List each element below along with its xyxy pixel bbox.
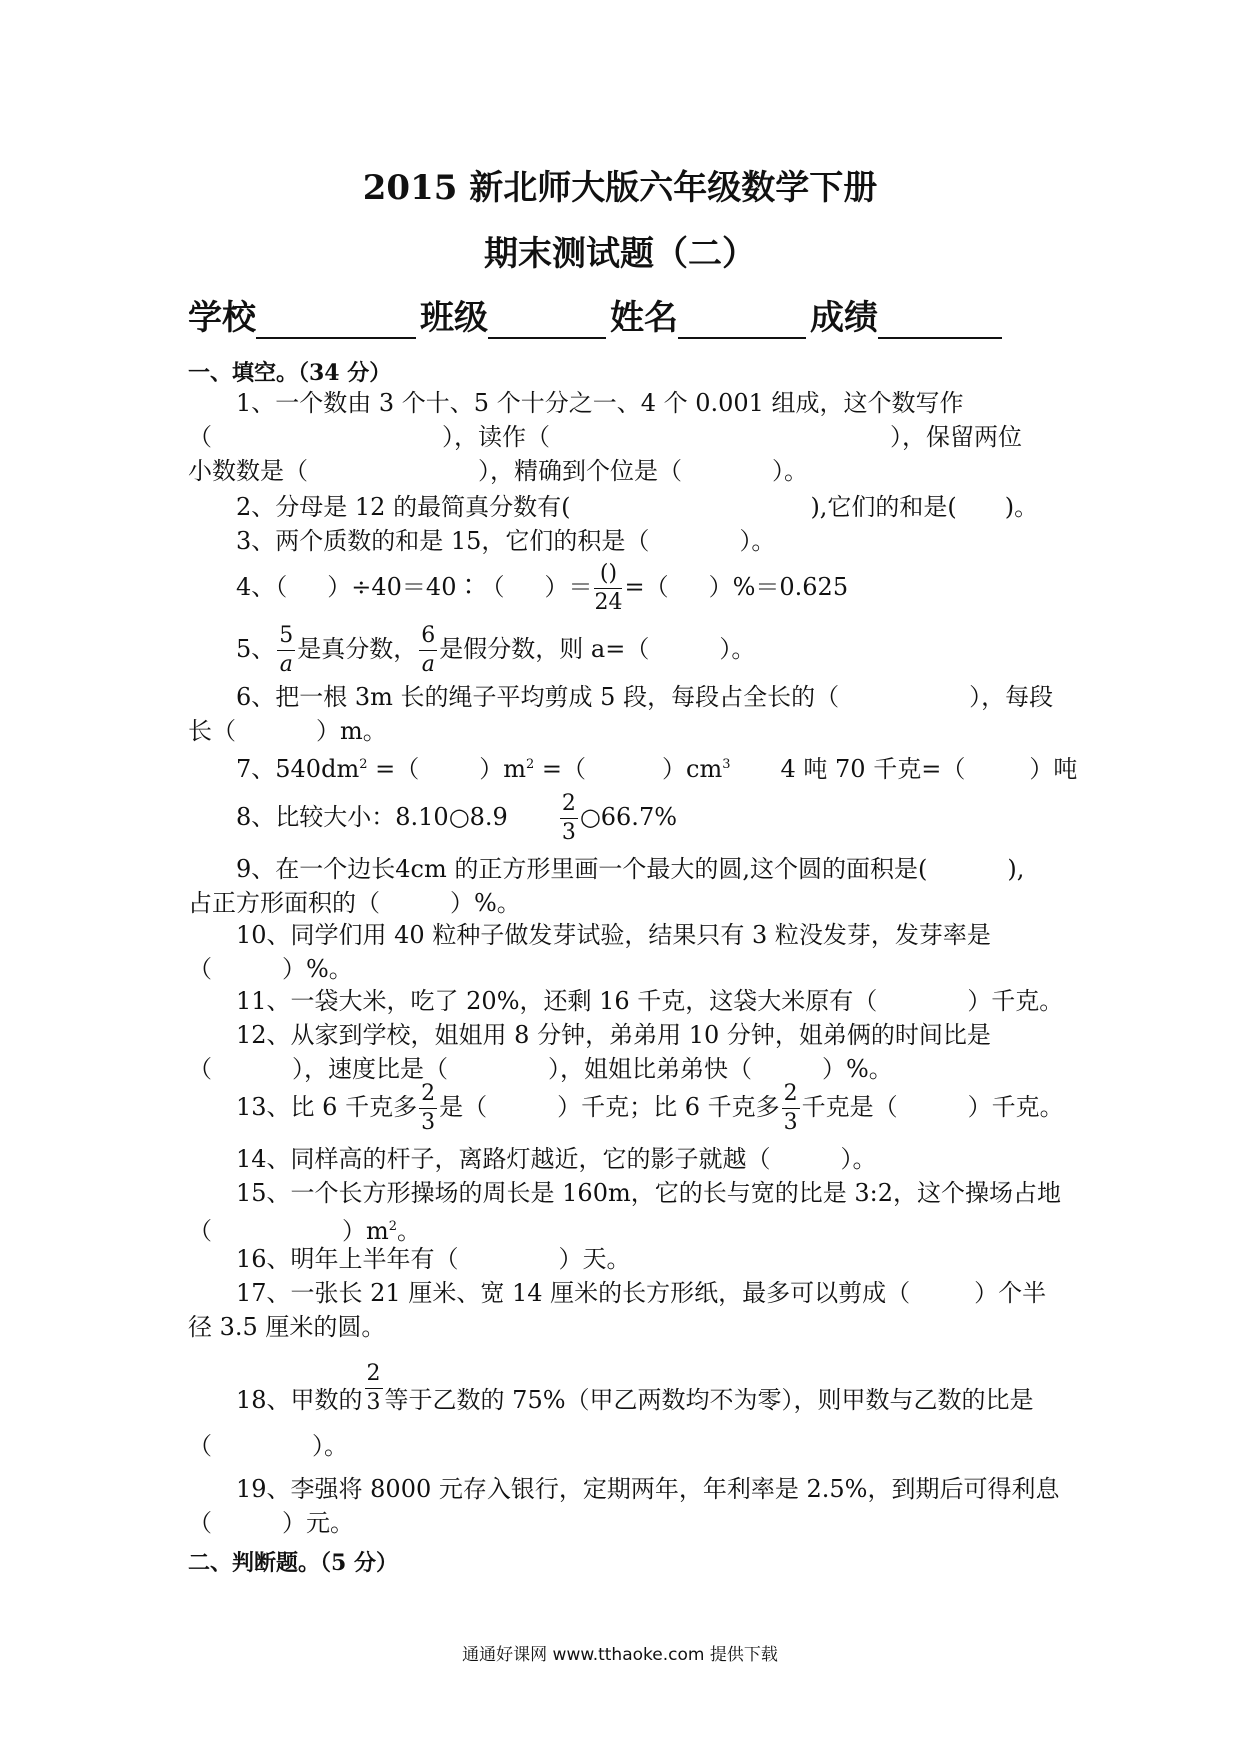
question-2: 2、分母是 12 的最简真分数有( ),它们的和是( )。 bbox=[236, 493, 1039, 521]
question-15: 15、一个长方形操场的周长是 160m，它的长与宽的比是 3:2，这个操场占地 （ ）$m^2$。 bbox=[188, 1179, 1061, 1245]
question-6: 6、把一根 3m 长的绳子平均剪成 5 段，每段占全长的（ ），每段 长（ ）m。 bbox=[188, 683, 1054, 745]
question-4: 4、（ ）÷40＝40∶（ ）＝ $\frac{()}{24}$ =（ ）%＝0.625 bbox=[236, 561, 849, 615]
name-blank[interactable] bbox=[678, 303, 806, 339]
question-9: 9、在一个边长4cm 的正方形里画一个最大的圆,这个圆的面积是( ), 占正方形面积的（ ）%。 bbox=[188, 855, 1025, 917]
q13-fraction-2: $\frac{2}{3}$ bbox=[783, 1081, 798, 1135]
question-11: 11、一袋大米，吃了 20%，还剩 16 千克，这袋大米原有（ ）千克。 bbox=[236, 987, 1064, 1015]
question-19: 19、李强将 8000 元存入银行，定期两年，年利率是 2.5%，到期后可得利息 （ ）元。 bbox=[188, 1475, 1060, 1537]
score-label: 成绩 bbox=[810, 298, 878, 338]
question-16: 16、明年上半年有（ ）天。 bbox=[236, 1245, 631, 1273]
question-12: 12、从家到学校，姐姐用 8 分钟，弟弟用 10 分钟，姐弟俩的时间比是 （ ），速度比是（ ），姐姐比弟弟快（ ）%。 bbox=[188, 1021, 991, 1083]
student-info-row bbox=[188, 290, 1006, 339]
class-blank[interactable] bbox=[488, 303, 606, 339]
section-2-title: 二、判断题。（5 分） bbox=[188, 1550, 398, 1576]
exam-title: 2015 新北师大版六年级数学下册 bbox=[362, 168, 878, 208]
footer-source: 通通好课网 www.tthaoke.com 提供下载 bbox=[462, 1645, 778, 1665]
q1-text: 1、一个数由 3 个十、5 个十分之一、4 个 0.001 组成，这个数写作 bbox=[236, 389, 964, 417]
question-8: 8、比较大小：8.10○8.9 $\frac{2}{3}$ ○66.7% bbox=[236, 791, 678, 845]
question-3: 3、两个质数的和是 15，它们的积是（ ）。 bbox=[236, 527, 776, 555]
name-label: 姓名 bbox=[610, 298, 678, 338]
question-14: 14、同样高的杆子，离路灯越近，它的影子就越（ ）。 bbox=[236, 1145, 877, 1173]
question-13: 13、比 6 千克多 $\frac{2}{3}$ 是（ ）千克；比 6 千克多 $\frac{2}{3}$ 千克是（ ）千克。 bbox=[236, 1081, 1064, 1135]
q13-fraction-1: $\frac{2}{3}$ bbox=[421, 1081, 436, 1135]
q18-fraction: $\frac{2}{3}$ bbox=[366, 1361, 381, 1415]
q8-fraction: $\frac{2}{3}$ bbox=[561, 791, 576, 845]
question-10: 10、同学们用 40 粒种子做发芽试验，结果只有 3 粒没发芽，发芽率是 （ ）%。 bbox=[188, 921, 991, 983]
question-1: 1、一个数由 3 个十、5 个十分之一、4 个 0.001 组成，这个数写作 （ ），读作（ ），保留两位 小数数是（ ），精确到个位是（ ）。 bbox=[188, 389, 1022, 485]
question-7: 7、$540dm^2$ =（ ）$m^2$ =（ ）$cm^3$ 4 吨 70 千克=（ ）吨 bbox=[236, 755, 1078, 783]
q5-fraction-1: $\frac{5}{a}$ bbox=[279, 623, 294, 677]
question-18: 18、甲数的 $\frac{2}{3}$ 等于乙数的 75%（甲乙两数均不为零），则甲数与乙数的比是 （ ）。 bbox=[188, 1361, 1034, 1460]
exam-subtitle: 期末测试题（二） bbox=[484, 234, 756, 274]
q4-fraction: $\frac{()}{24}$ bbox=[594, 561, 623, 615]
q5-fraction-2: $\frac{6}{a}$ bbox=[421, 623, 436, 677]
school-blank[interactable] bbox=[256, 303, 416, 339]
section-1-title: 一、填空。（34 分） bbox=[188, 360, 392, 386]
score-blank[interactable] bbox=[878, 303, 1002, 339]
question-5: 5、 $\frac{5}{a}$ 是真分数， $\frac{6}{a}$ 是假分数，则 a=（ ）。 bbox=[236, 623, 756, 677]
school-label: 学校 bbox=[188, 298, 256, 338]
class-label: 班级 bbox=[420, 298, 488, 338]
question-17: 17、一张长 21 厘米、宽 14 厘米的长方形纸，最多可以剪成（ ）个半 径 3.5 厘米的圆。 bbox=[188, 1279, 1047, 1341]
